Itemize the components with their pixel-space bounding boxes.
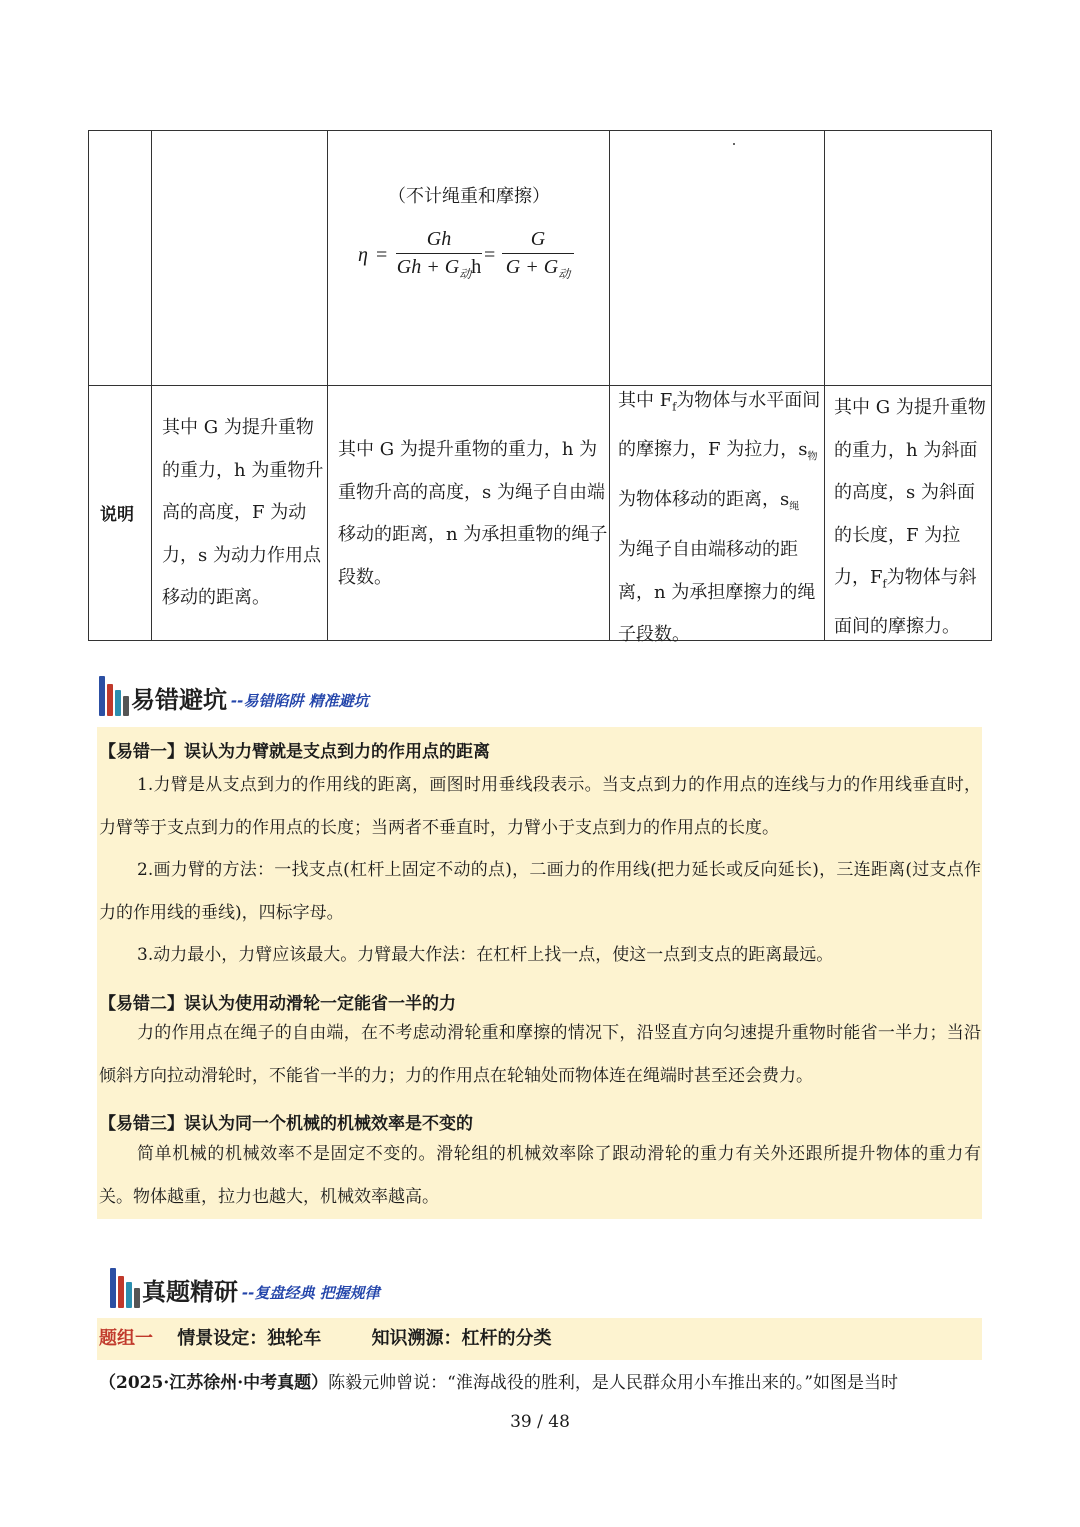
explanation-pulley-horizontal — [618, 380, 824, 657]
fraction-bar — [502, 253, 574, 254]
explanation-lever: 其中 G 为提升重物的重力，h 为重物升高的高度，F 为动力，s 为动力作用点移动的距离。 — [162, 417, 324, 608]
mistake-3-title: 【易错三】误认为同一个机械的机械效率是不变的 — [99, 1114, 473, 1134]
eta-symbol: η — [358, 244, 368, 266]
equals-sign: = — [484, 244, 496, 266]
fraction-2-denominator — [502, 256, 574, 282]
question-source: （2025·江苏徐州·中考真题） — [99, 1373, 329, 1393]
fraction-1-numerator: Gh — [426, 228, 452, 250]
cell4-part-a: 其中 G 为提升重物的重力，h 为斜面的高度，s 为斜面的长度，F 为拉力，F — [834, 397, 986, 588]
den1-tail: h — [471, 256, 482, 278]
den2-sub: 动 — [558, 267, 571, 281]
efficiency-formula — [358, 228, 588, 288]
mistake-2-para-1: 力的作用点在绳子的自由端，在不考虑动滑轮重和摩擦的情况下，沿竖直方向匀速提升重物时能省一半力；当沿倾斜方向拉动滑轮时，不能省一半的力；力的作用点在轮轴处而物体连在绳端时甚至还会费力。 — [99, 1023, 981, 1086]
question-group-bar — [97, 1318, 982, 1360]
page-number: 39 / 48 — [510, 1412, 570, 1432]
subscript-f: f — [672, 400, 677, 414]
group-source: 知识溯源：杠杆的分类 — [371, 1328, 552, 1349]
section-header-real-exams — [108, 1264, 508, 1310]
fraction-2-numerator: G — [530, 228, 546, 250]
question-body: 陈毅元帅曾说：“淮海战役的胜利，是人民群众用小车推出来的。”如图是当时 — [328, 1373, 899, 1393]
cell3-part-a: 其中 F — [618, 390, 673, 411]
section-title: 真题精研 — [142, 1278, 238, 1306]
section-subtitle: --易错陷阱 精准避坑 — [231, 692, 369, 710]
fraction-bar — [396, 253, 482, 254]
group-label: 题组一 — [99, 1328, 153, 1349]
table-border-top — [88, 130, 992, 131]
den1-sub: 动 — [459, 267, 472, 281]
table-row-divider — [88, 385, 992, 386]
common-mistakes-box — [97, 727, 982, 1219]
section-header-mistakes — [97, 672, 497, 718]
mistake-1-para-2: 2.画力臂的方法：一找支点(杠杆上固定不动的点)，二画力的作用线(把力延长或反向延长)，三连距离(过支点作力的作用线的垂线)，四标字母。 — [99, 860, 981, 923]
den2-main: G + G — [505, 256, 559, 278]
section-subtitle: --复盘经典 把握规律 — [242, 1284, 380, 1302]
cell3-part-b: 为物体与水平面间的摩擦力，F 为拉力，s — [618, 390, 821, 461]
stray-dot — [733, 143, 735, 145]
fraction-2 — [502, 228, 574, 282]
comparison-table — [88, 130, 992, 646]
den1-main: Gh + G — [396, 256, 460, 278]
cell3-part-c: 为物体移动的距离，s — [618, 489, 790, 511]
subscript-sheng: 绳 — [789, 501, 800, 513]
fraction-1-denominator — [396, 256, 482, 282]
equals-sign: = — [376, 244, 388, 266]
mistake-1-title: 【易错一】误认为力臂就是支点到力的作用点的距离 — [99, 742, 490, 762]
subscript-f: f — [882, 577, 887, 591]
fraction-1 — [396, 228, 482, 282]
question-text — [99, 1368, 898, 1393]
mistake-3-para-1: 简单机械的机械效率不是固定不变的。滑轮组的机械效率除了跟动滑轮的重力有关外还跟所提升物体的重力有关。物体越重，拉力也越大，机械效率越高。 — [99, 1144, 981, 1207]
row-label-explanation: 说明 — [100, 505, 134, 525]
books-logo-icon — [97, 672, 131, 716]
explanation-incline — [834, 387, 986, 649]
formula-note: （不计绳重和摩擦） — [388, 186, 550, 207]
section-title: 易错避坑 — [131, 686, 227, 714]
cell3-part-d: 为绳子自由端移动的距离，n 为承担摩擦力的绳子段数。 — [618, 539, 816, 646]
explanation-pulley-vertical: 其中 G 为提升重物的重力，h 为重物升高的高度，s 为绳子自由端移动的距离，n 为承担重物的绳子段数。 — [338, 439, 608, 588]
subscript-wu: 物 — [807, 451, 818, 463]
mistake-1-para-3: 3.动力最小，力臂应该最大。力臂最大作法：在杠杆上找一点，使这一点到支点的距离最远。 — [137, 945, 834, 965]
books-logo-icon — [108, 1264, 142, 1308]
cell4-part-b: 为物体与斜面间的摩擦力。 — [834, 567, 977, 638]
group-scene: 情景设定：独轮车 — [177, 1328, 322, 1349]
mistake-2-title: 【易错二】误认为使用动滑轮一定能省一半的力 — [99, 994, 456, 1014]
mistake-1-para-1: 1.力臂是从支点到力的作用线的距离，画图时用垂线段表示。当支点到力的作用点的连线与力的作用线垂直时，力臂等于支点到力的作用点的长度；当两者不垂直时，力臂小于支点到力的作用点的长度。 — [99, 775, 981, 838]
